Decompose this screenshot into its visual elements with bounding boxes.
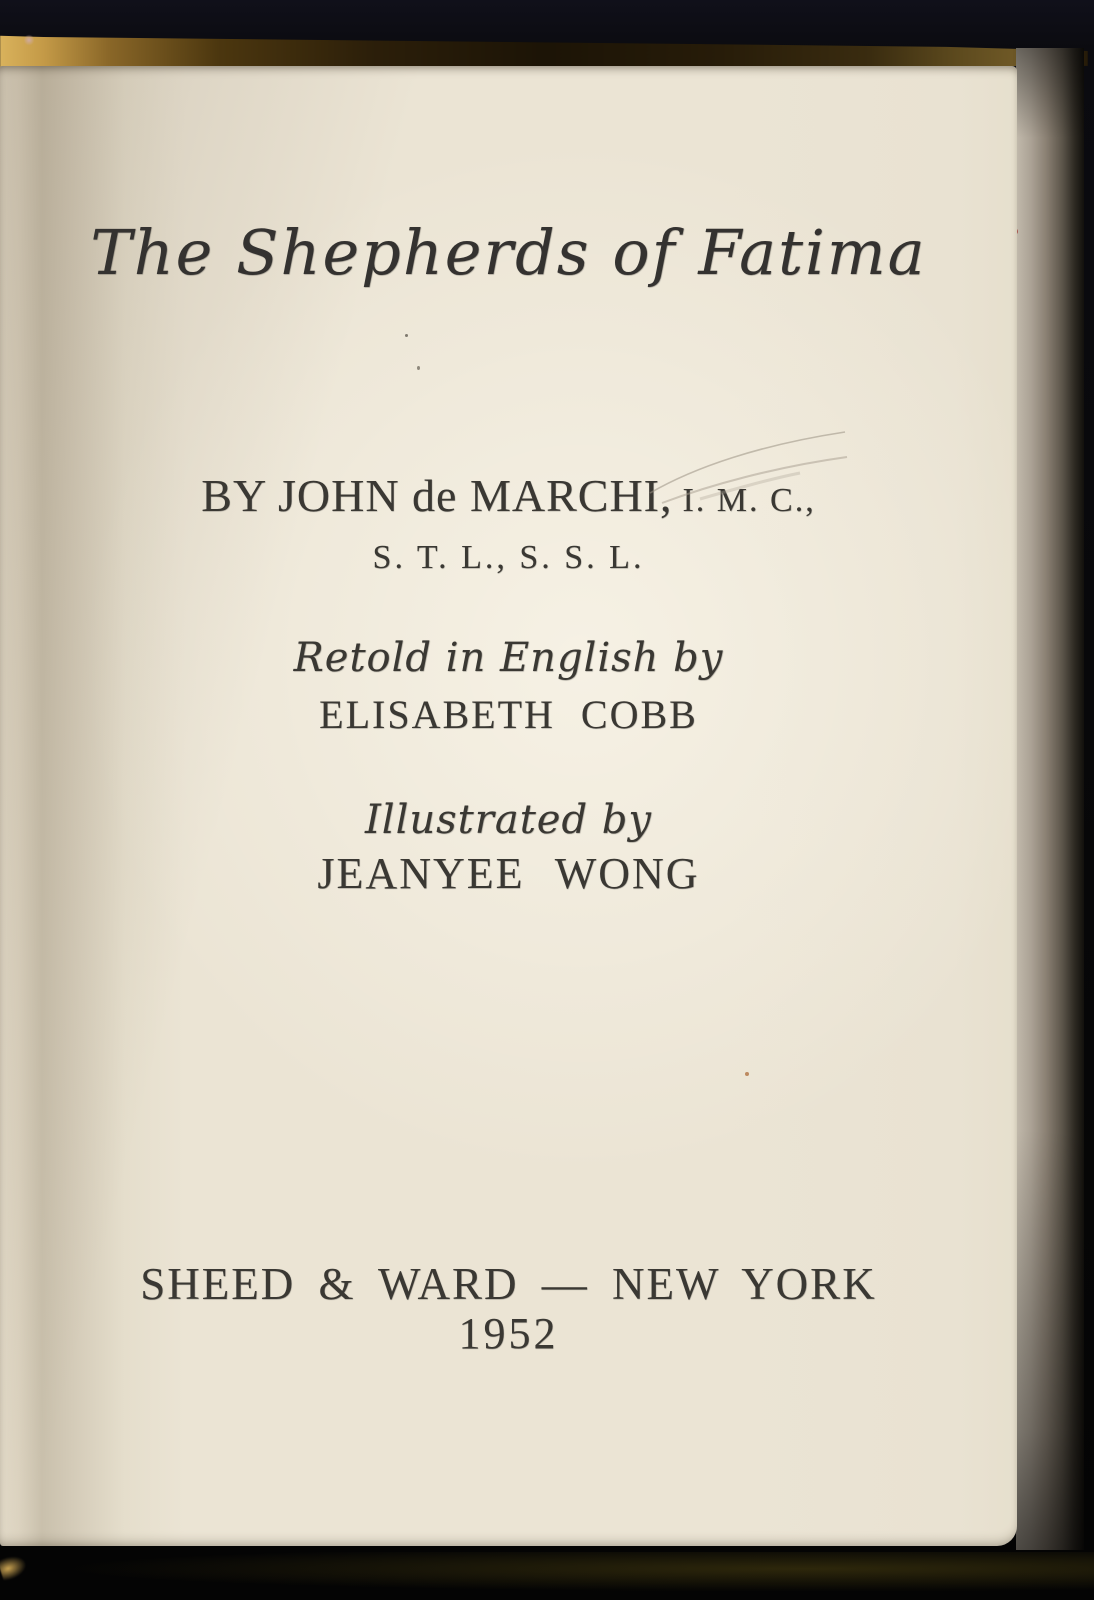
bottom-edge-sheen: [60, 1552, 1094, 1592]
title-page: [0, 66, 1017, 1546]
book-title: The Shepherds of Fatima: [90, 216, 927, 289]
paper-speck: [745, 1072, 749, 1076]
illustrator-name: JEANYEE WONG: [317, 849, 700, 898]
fore-edge-page-stack: [1016, 48, 1084, 1550]
author-name: BY JOHN de MARCHI,: [201, 470, 673, 521]
retold-in-english-line: Retold in English by: [293, 635, 724, 681]
publisher-imprint-line: SHEED & WARD — NEW YORK: [140, 1259, 877, 1309]
publication-year: 1952: [458, 1309, 559, 1358]
paper-speck: [405, 334, 408, 337]
degrees-line: S. T. L., S. S. L.: [372, 539, 645, 576]
reteller-name: ELISABETH COBB: [319, 692, 698, 737]
gilt-fleck: [0, 1553, 29, 1582]
paper-speck: [417, 366, 420, 370]
gilded-top-page-edge: [0, 32, 1088, 70]
pink-speck: [24, 34, 34, 46]
author-postnominal: I. M. C.,: [682, 482, 816, 519]
pencil-smudge: [640, 415, 880, 505]
illustrated-by-line: Illustrated by: [365, 797, 652, 843]
